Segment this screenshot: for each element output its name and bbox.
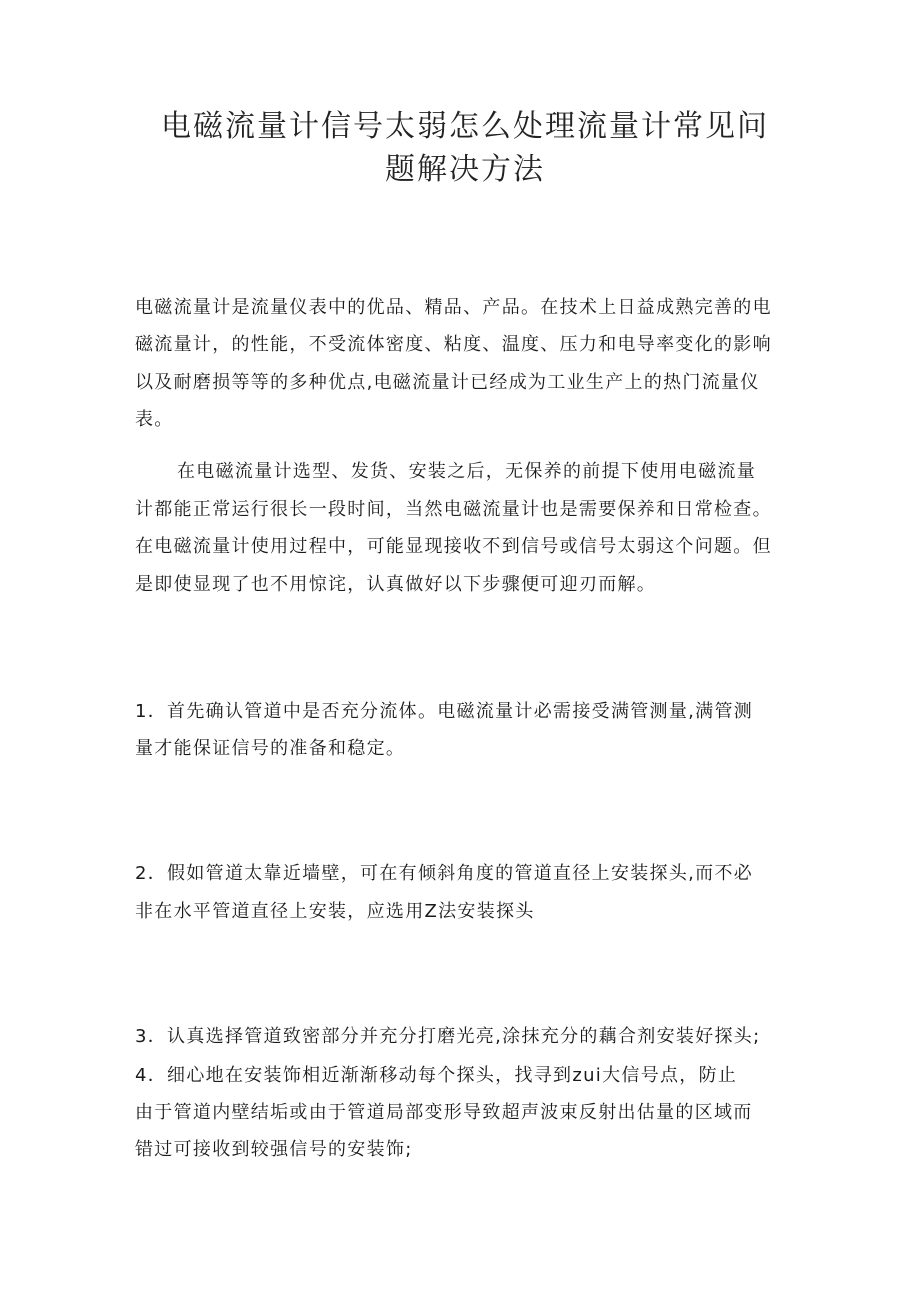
paragraph-line: 在电磁流量计选型、发货、安装之后，无保养的前提下使用电磁流量 <box>177 461 756 482</box>
step-line: 1．首先确认管道中是否充分流体。电磁流量计必需接受满管测量,满管测 <box>135 701 754 722</box>
paragraph-line: 电磁流量计是流量仪表中的优品、精品、产品。在技术上日益成熟完善的电 <box>135 297 772 318</box>
paragraph-line: 磁流量计，的性能，不受流体密度、粘度、温度、压力和电导率变化的影响 <box>135 334 772 355</box>
document-title-line-2: 题解决方法 <box>385 152 545 187</box>
step-line: 4．细心地在安装饰相近渐渐移动每个探头，找寻到zui大信号点，防止 <box>135 1065 738 1086</box>
step-line: 量才能保证信号的准备和稳定。 <box>135 738 406 759</box>
step-line: 由于管道内壁结垢或由于管道局部变形导致超声波束反射出估量的区域而 <box>135 1102 753 1123</box>
paragraph-line: 计都能正常运行很长一段时间，当然电磁流量计也是需要保养和日常检查。 <box>135 499 772 520</box>
step-line: 非在水平管道直径上安装，应选用Z法安装探头 <box>135 901 535 922</box>
step-line: 错过可接收到较强信号的安装饰; <box>135 1139 413 1160</box>
step-line: 2．假如管道太靠近墙壁，可在有倾斜角度的管道直径上安装探头,而不必 <box>135 863 754 884</box>
paragraph-line: 以及耐磨损等等的多种优点,电磁流量计已经成为工业生产上的热门流量仪 <box>135 372 760 393</box>
paragraph-line: 是即使显现了也不用惊诧，认真做好以下步骤便可迎刃而解。 <box>135 574 657 595</box>
step-line: 3．认真选择管道致密部分并充分打磨光亮,涂抹充分的藕合剂安装好探头; <box>135 1026 761 1047</box>
document-title-line-1: 电磁流量计信号太弱怎么处理流量计常见问 <box>161 109 769 144</box>
paragraph-line: 在电磁流量计使用过程中，可能显现接收不到信号或信号太弱这个问题。但 <box>135 536 772 557</box>
paragraph-line: 表。 <box>135 409 174 430</box>
